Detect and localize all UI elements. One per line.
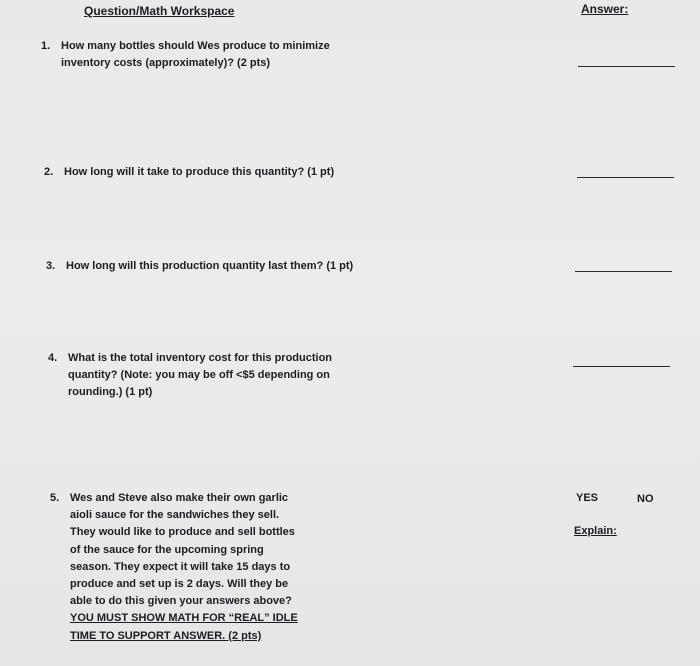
question-2: [44, 164, 335, 181]
question-5-line-9: TIME TO SUPPORT ANSWER. (2 pts): [70, 629, 262, 642]
question-3-line-1: How long will this production quantity last them? (1 pt): [66, 260, 354, 272]
question-1: [41, 38, 330, 72]
answer-line-3[interactable]: [575, 271, 672, 272]
answer-heading: Answer:: [581, 2, 629, 16]
question-2-number: 2.: [44, 166, 54, 178]
question-1-line-2: inventory costs (approximately)? (2 pts): [61, 57, 271, 69]
explain-label: Explain:: [574, 525, 617, 537]
workspace-heading: Question/Math Workspace: [84, 4, 235, 18]
question-5-line-2: aioli sauce for the sandwiches they sell.: [70, 509, 280, 522]
answer-line-4[interactable]: [573, 366, 670, 367]
question-3-number: 3.: [46, 260, 56, 272]
question-5-line-4: of the sauce for the upcoming spring: [70, 543, 264, 556]
question-5-line-6: produce and set up is 2 days. Will they be: [70, 578, 289, 591]
question-5: [50, 490, 298, 645]
question-5-line-7: able to do this given your answers above?: [70, 595, 292, 608]
question-5-line-5: season. They expect it will take 15 days to: [70, 560, 291, 573]
question-1-number: 1.: [41, 40, 51, 52]
question-3: [46, 258, 354, 275]
question-4-line-3: rounding.) (1 pt): [68, 386, 153, 398]
question-1-line-1: How many bottles should Wes produce to minimize: [61, 40, 330, 52]
answer-line-1[interactable]: [578, 66, 675, 67]
question-4-number: 4.: [48, 352, 58, 364]
no-option[interactable]: NO: [637, 493, 654, 505]
question-5-number: 5.: [50, 492, 60, 504]
question-5-line-1: Wes and Steve also make their own garlic: [70, 492, 289, 504]
question-4: [48, 350, 333, 401]
question-2-line-1: How long will it take to produce this quantity? (1 pt): [64, 166, 335, 178]
question-5-line-8: YOU MUST SHOW MATH FOR “REAL” IDLE: [70, 612, 298, 625]
yes-option[interactable]: YES: [576, 492, 599, 504]
answer-line-2[interactable]: [577, 177, 674, 178]
question-4-line-2: quantity? (Note: you may be off <$5 depending on: [68, 369, 330, 381]
question-4-line-1: What is the total inventory cost for this production: [68, 352, 333, 364]
question-5-line-3: They would like to produce and sell bottles: [70, 526, 295, 539]
